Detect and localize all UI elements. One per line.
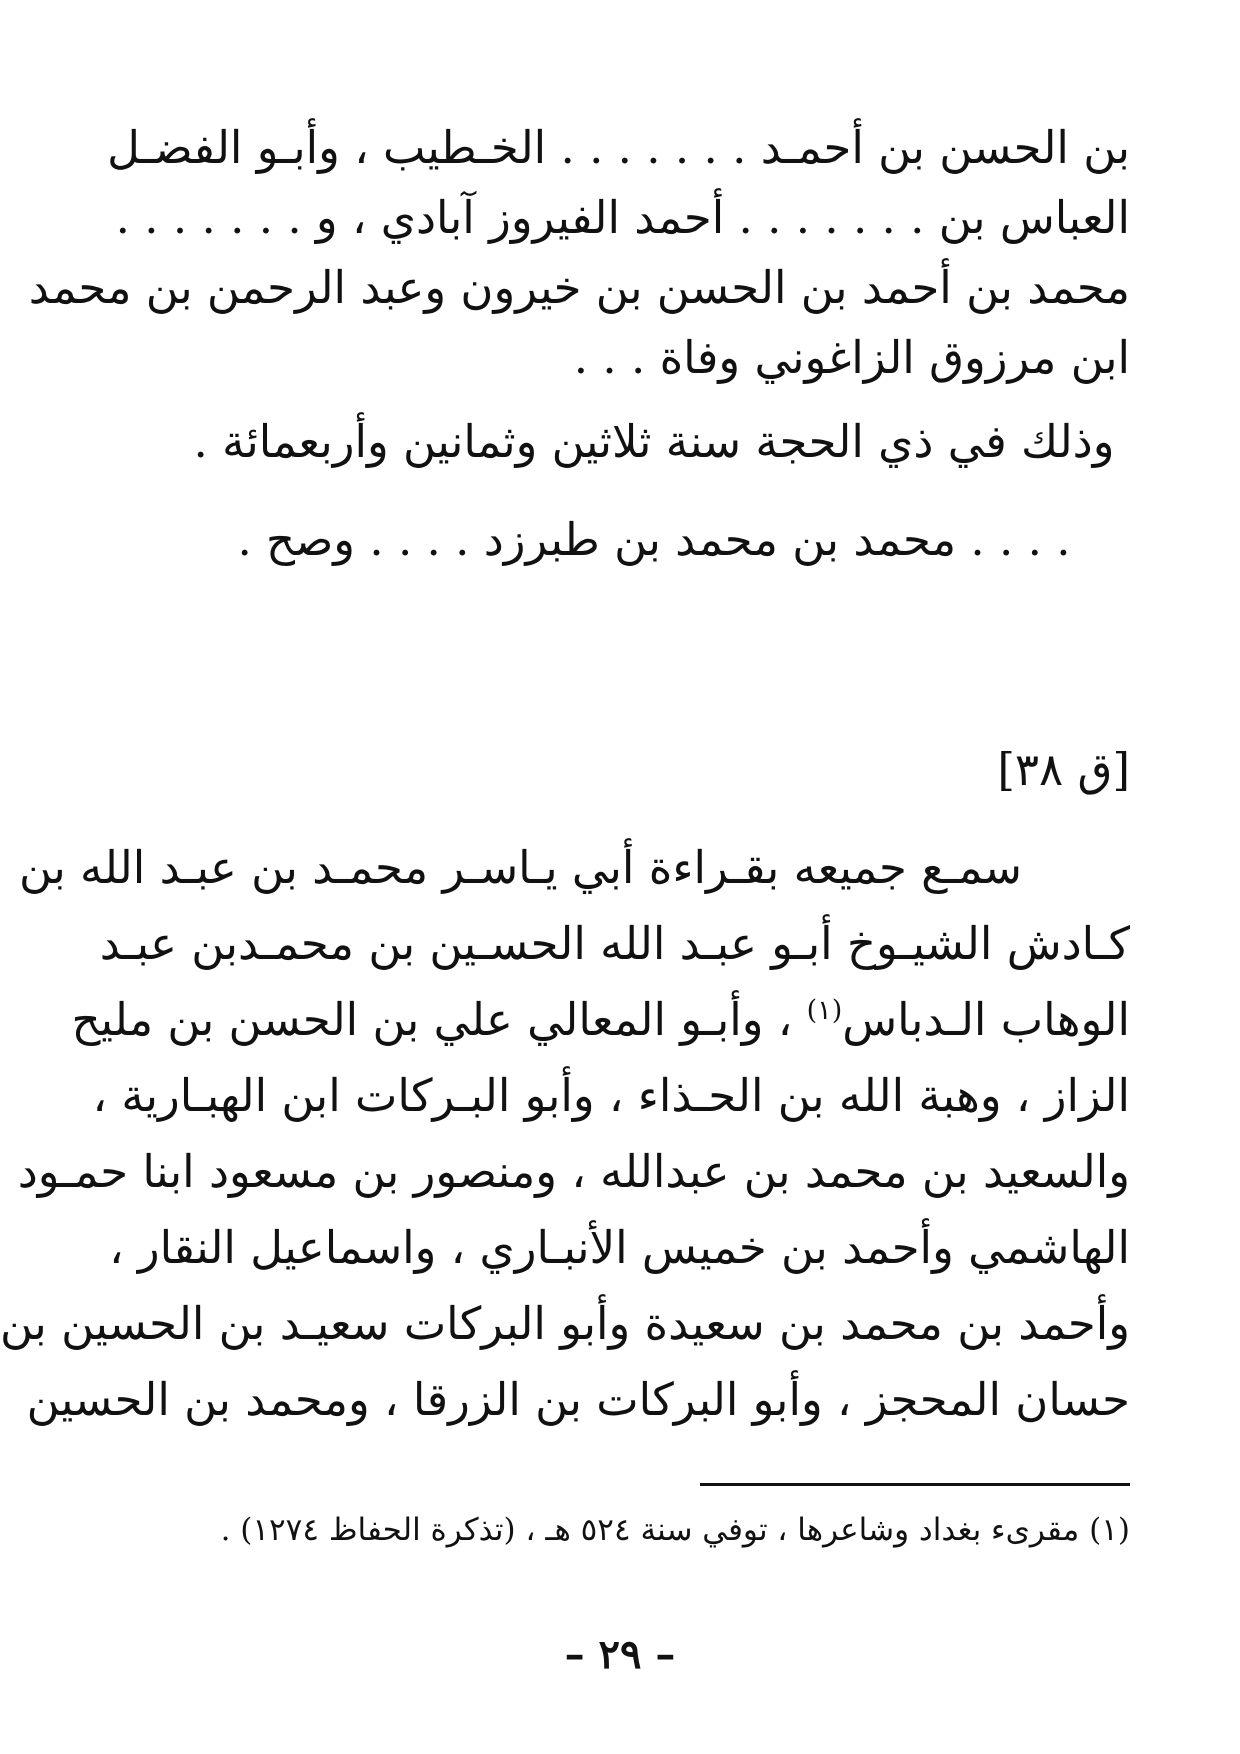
date-line: وذلك في ذي الحجة سنة ثلاثين وثمانين وأربعمائة . (193, 415, 1115, 468)
text-line (71, 990, 1130, 1050)
text-line: والسعيد بن محمد بن عبدالله ، ومنصور بن مسعود ابنا حمـود (17, 1145, 1130, 1198)
text-line: سمـع جميعه بقـراءة أبي يـاسـر محمـد بن عبـد الله بن (18, 841, 1022, 894)
text-line: الزاز ، وهبة الله بن الحـذاء ، وأبو البـركات ابن الهبـارية ، (92, 1069, 1130, 1122)
footnote-divider (700, 1483, 1130, 1486)
page-number: – ٢٩ – (564, 1631, 676, 1678)
text-line: الهاشمي وأحمد بن خميس الأنبـاري ، واسماعيل النقار ، (109, 1221, 1130, 1274)
text-segment: الوهاب الـدباس (842, 993, 1130, 1046)
signature-line: . . . . محمد بن محمد بن طبرزد . . . . وصح . (237, 513, 1071, 566)
text-segment: ، وأبـو المعالي علي بن الحسن بن مليح (71, 993, 807, 1046)
text-line: العباس بن . . . . . . . أحمد الفيروز آبادي ، و . . . . . . . (115, 191, 1130, 244)
text-line: ابن مرزوق الزاغوني وفاة . . . (573, 331, 1130, 384)
text-line: حسان المحجز ، وأبو البركات بن الزرقا ، ومحمد بن الحسين (26, 1373, 1130, 1426)
text-line: وأحمد بن محمد بن سعيدة وأبو البركات سعيـد بن الحسين بن (0, 1297, 1130, 1350)
text-line: محمد بن أحمد بن الحسن بن خيرون وعبد الرحمن بن محمد (28, 261, 1130, 314)
footnote-reference[interactable]: (١) (806, 995, 843, 1026)
text-line: بن الحسن بن أحمـد . . . . . . . الخـطيب ، وأبـو الفضـل (107, 121, 1130, 174)
text-line: كـادش الشيـوخ أبـو عبـد الله الحسـين بن محمـدبن عبـد (99, 917, 1130, 970)
footnote: (١) مقرىء بغداد وشاعرها ، توفي سنة ٥٢٤ هـ ، (تذكرة الحفاظ ١٢٧٤) . (220, 1512, 1130, 1548)
folio-marker: [ق ٣٨] (997, 743, 1130, 796)
